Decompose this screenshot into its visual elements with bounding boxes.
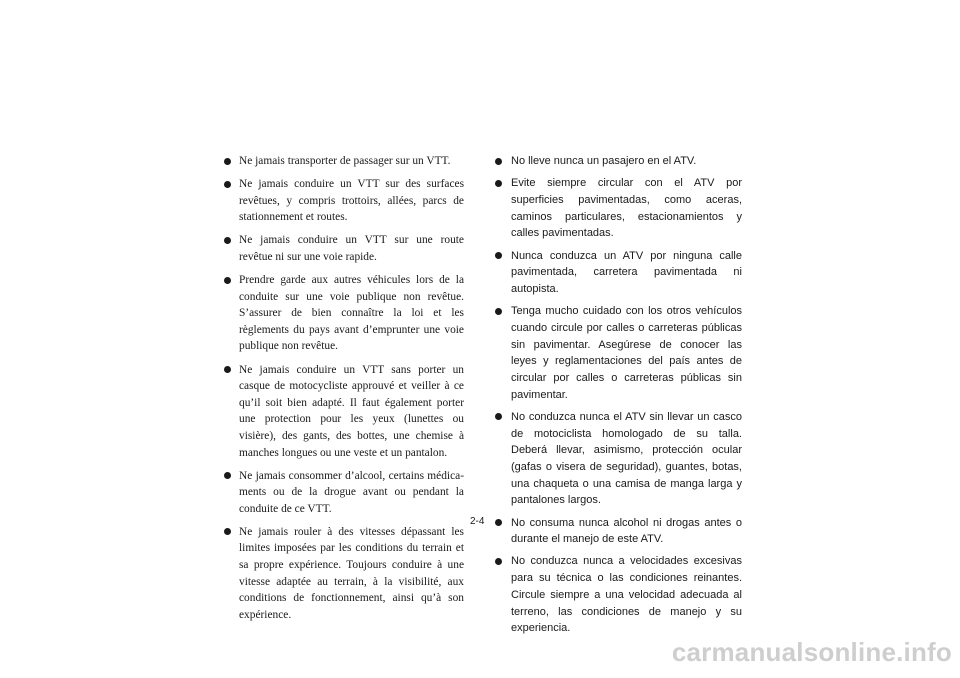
- bullet-icon: [495, 158, 502, 165]
- list-item: [224, 153, 464, 170]
- list-item-text: Ne jamais consommer d’alcool, certains médicaments ou de la drogue avant ou pendant la conduite de ce VTT.: [239, 469, 464, 515]
- bullet-icon: [495, 180, 502, 187]
- list-item: [224, 362, 464, 462]
- list-item-text: Evite siempre circular con el ATV por superficies pavimentadas, como aceras, caminos particulares, estacionamientos y calles pavimentadas.: [511, 177, 742, 240]
- list-item: [224, 176, 464, 226]
- list-item-text: Ne jamais conduire un VTT sur une route revêtue ni sur une voie rapide.: [239, 234, 464, 263]
- list-item: [224, 232, 464, 265]
- bullet-icon: [495, 519, 502, 526]
- spanish-warning-list: [495, 153, 742, 642]
- bullet-icon: [224, 277, 231, 284]
- list-item: [495, 153, 742, 170]
- list-item-text: Nunca conduzca un ATV por ninguna calle pavimentada, carretera pavimentada ni autopista.: [511, 249, 742, 295]
- bullet-icon: [224, 181, 231, 188]
- list-item-text: Ne jamais conduire un VTT sur des surfaces revêtues, y compris trottoirs, allées, parcs de stationnement et routes.: [239, 178, 464, 224]
- list-item: [224, 468, 464, 518]
- list-item: [224, 272, 464, 355]
- watermark-text: carmanualsonline.info: [671, 637, 952, 667]
- bullet-icon: [224, 472, 231, 479]
- list-item: [495, 175, 742, 242]
- bullet-icon: [495, 308, 502, 315]
- bullet-icon: [224, 366, 231, 373]
- bullet-icon: [224, 528, 231, 535]
- list-item: [495, 515, 742, 548]
- list-item-text: Ne jamais rouler à des vitesses dépassant les limites imposées par les conditions du terrain et sa propre expérience. Toujours conduire à une vitesse adaptée au terrain, à la visibilité, aux conditions de fonctionnement, ainsi qu’à son expérience.: [239, 525, 464, 621]
- list-item-text: No consuma nunca alcohol ni drogas antes o durante el manejo de este ATV.: [511, 516, 742, 546]
- bullet-icon: [495, 252, 502, 259]
- list-item-text: Ne jamais conduire un VTT sans porter un casque de motocycliste approuvé et veiller à ce qu’il soit bien adapté. Il faut également porter une protection pour les yeux (lunettes ou visière), des gants, des bottes, une chemise à manches longues ou une veste et un pantalon.: [239, 363, 464, 459]
- page-number: 2-4: [470, 516, 485, 527]
- list-item-text: Ne jamais transporter de passager sur un VTT.: [239, 155, 451, 167]
- list-item-text: Prendre garde aux autres véhicules lors de la conduite sur une voie publique non revêtue. S’assurer de bien connaître la loi et les règlements du pays avant d’emprunter une voie publique non revêtue.: [239, 274, 464, 353]
- list-item-text: Tenga mucho cuidado con los otros vehículos cuando circule por calles o carreteras públicas sin pavimentar. Asegúrese de conocer las leyes y reglamentaciones del país antes de circular por calles o carreteras públicas sin pavimentar.: [511, 305, 742, 401]
- list-item-text: No conduzca nunca a velocidades excesivas para su técnica o las condiciones reinantes. Circule siempre a una velocidad adecuada al terreno, las condiciones de manejo y su experiencia.: [511, 555, 742, 635]
- bullet-icon: [495, 558, 502, 565]
- french-warning-list: [224, 153, 464, 630]
- list-item: [495, 409, 742, 509]
- list-item-text: No lleve nunca un pasajero en el ATV.: [511, 155, 697, 167]
- list-item: [495, 553, 742, 637]
- bullet-icon: [224, 237, 231, 244]
- list-item: [495, 248, 742, 298]
- list-item: [495, 303, 742, 403]
- list-item-text: No conduzca nunca el ATV sin llevar un casco de motociclista homologado de su talla. Deberá llevar, asimismo, protección ocular (gafas o visera de seguridad), guantes, botas, una chaqueta o una camisa de manga larga y pantalones largos.: [511, 410, 742, 507]
- bullet-icon: [495, 413, 502, 420]
- bullet-icon: [224, 158, 231, 165]
- list-item: [224, 524, 464, 624]
